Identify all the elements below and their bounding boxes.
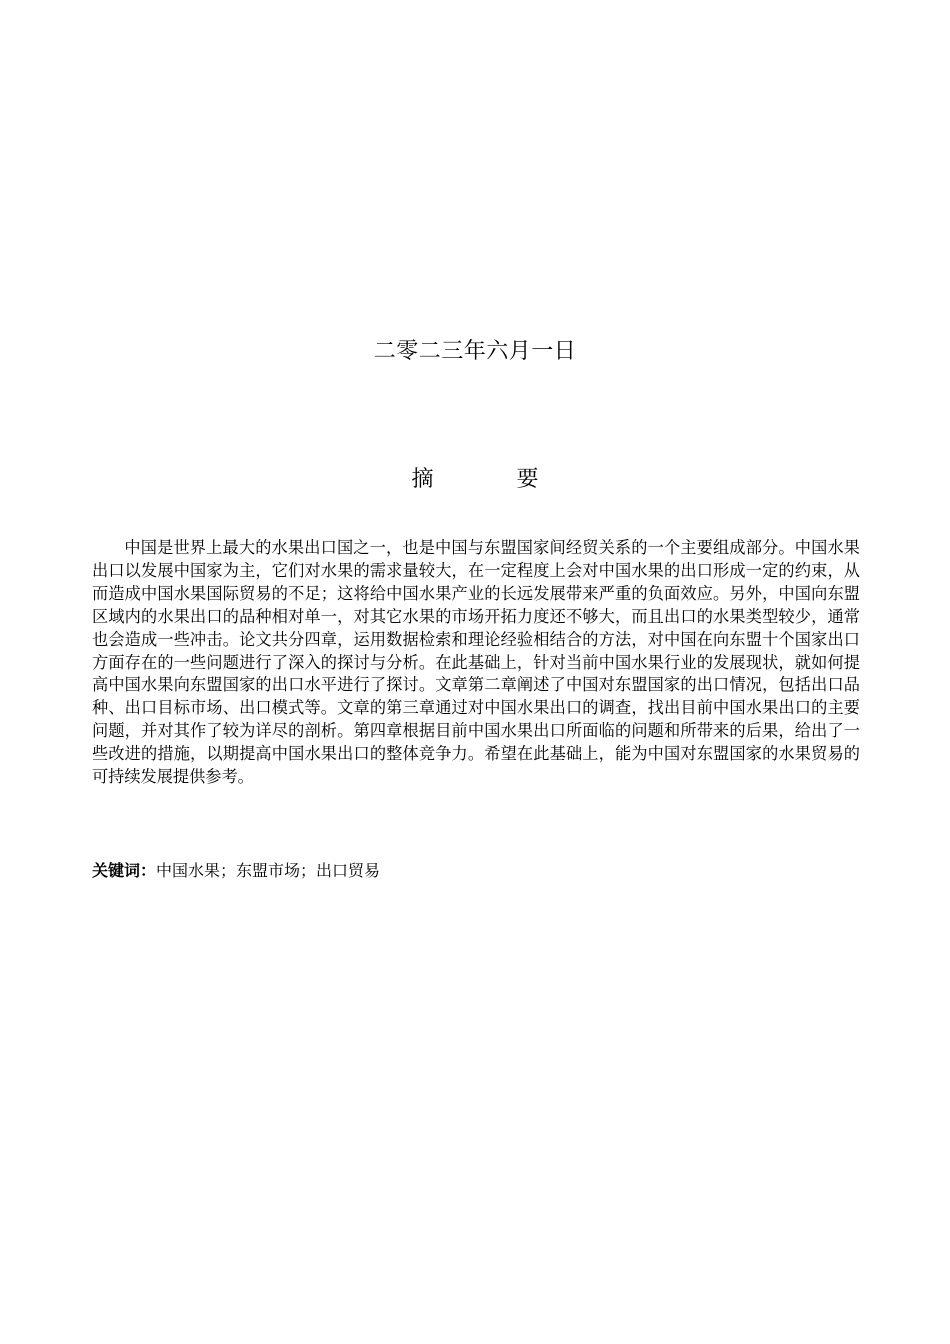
document-date: 二零二三年六月一日 (373, 339, 577, 364)
keywords-line (92, 859, 860, 883)
keywords-label: 关键词： (92, 861, 157, 880)
abstract-body: 中国是世界上最大的水果出口国之一，也是中国与东盟国家间经贸关系的一个主要组成部分。中国水果出口以发展中国家为主，它们对水果的需求量较大，在一定程度上会对中国水果的出口形成一定的约束，从而造成中国水果国际贸易的不足；这将给中国水果产业的长远发展带来严重的负面效应。另外，中国向东盟区域内的水果出口的品种相对单一，对其它水果的市场开拓力度还不够大，而且出口的水果类型较少，通常也会造成一些冲击。论文共分四章，运用数据检索和理论经验相结合的方法，对中国在向东盟十个国家出口方面存在的一些问题进行了深入的探讨与分析。在此基础上，针对当前中国水果行业的发展现状，就如何提高中国水果向东盟国家的出口水平进行了探讨。文章第二章阐述了中国对东盟国家的出口情况，包括出口品种、出口目标市场、出口模式等。文章的第三章通过对中国水果出口的调查，找出目前中国水果出口的主要问题，并对其作了较为详尽的剖析。第四章根据目前中国水果出口所面临的问题和所带来的后果，给出了一些改进的措施，以期提高中国水果出口的整体竞争力。希望在此基础上，能为中国对东盟国家的水果贸易的可持续发展提供参考。 (92, 538, 860, 787)
keywords-value: 中国水果；东盟市场；出口贸易 (156, 861, 381, 880)
abstract-heading: 摘 要 (411, 467, 577, 492)
